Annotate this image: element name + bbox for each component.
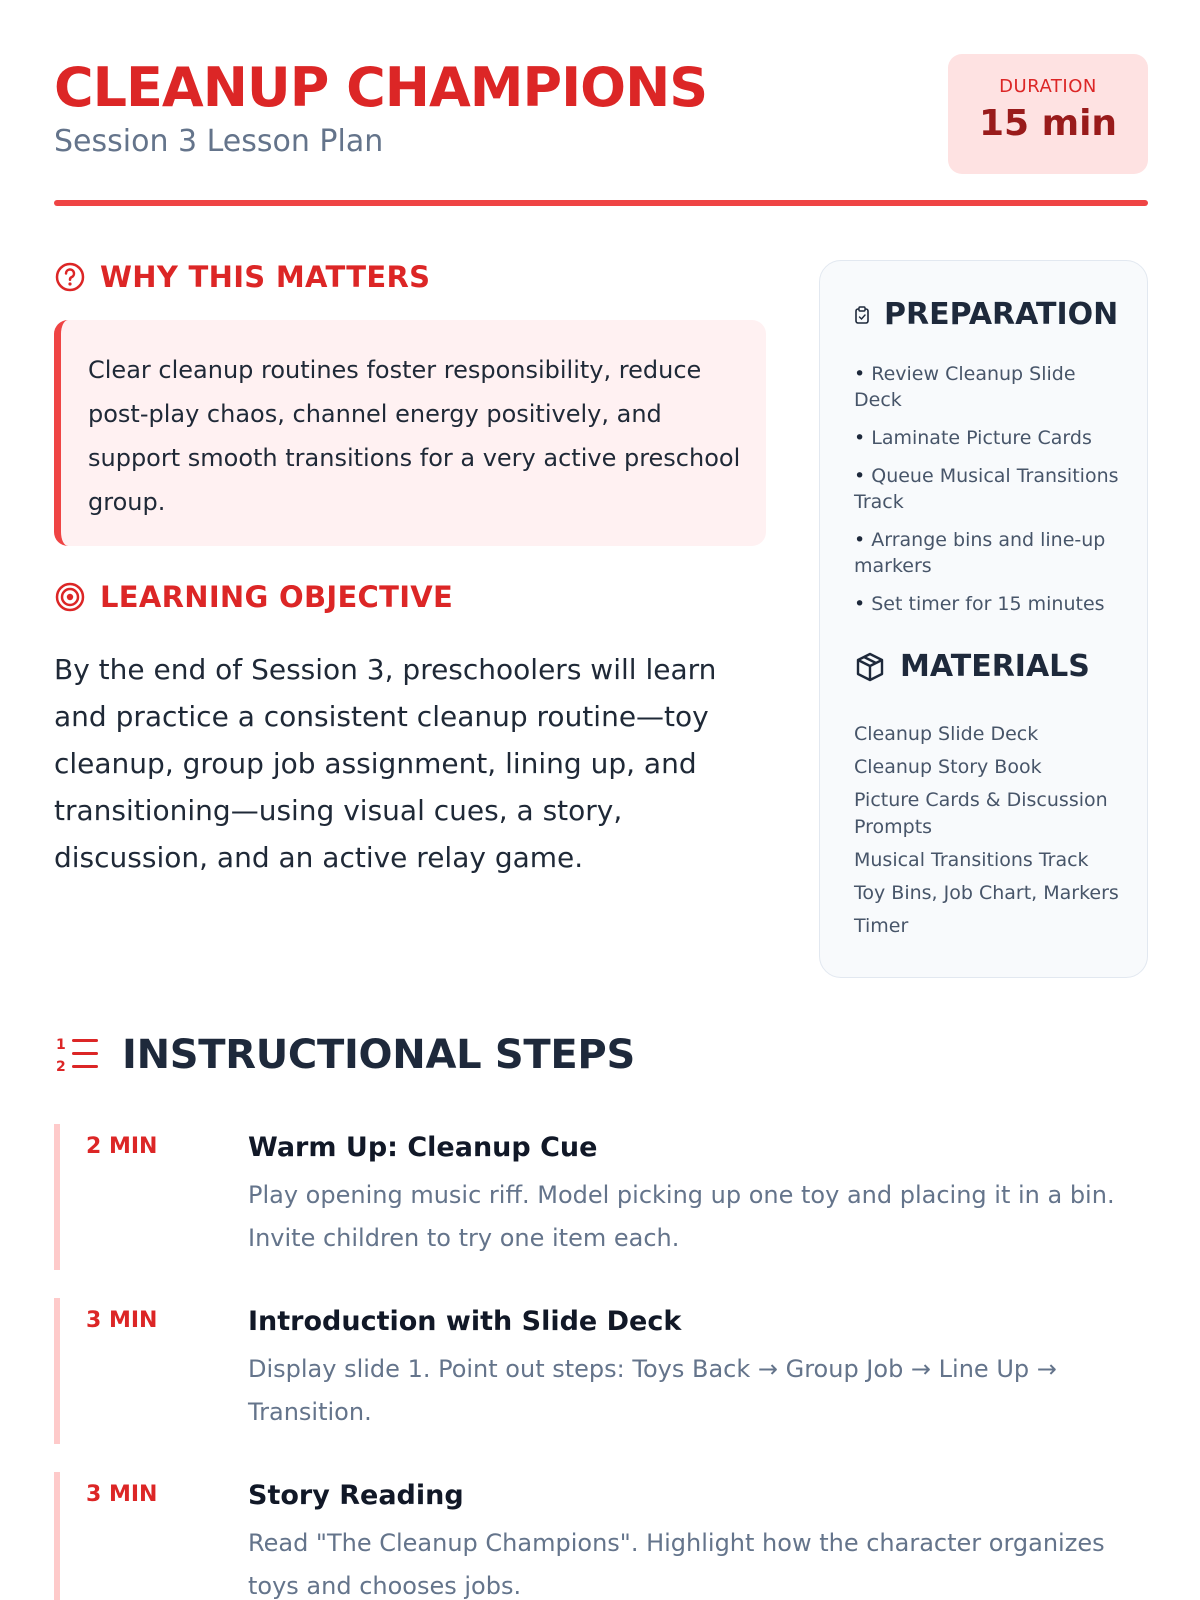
- step-title: Introduction with Slide Deck: [248, 1306, 682, 1337]
- preparation-heading-label: PREPARATION: [884, 297, 1119, 332]
- target-icon: [54, 581, 86, 613]
- materials-list: [854, 721, 1124, 946]
- steps-heading: [54, 1032, 635, 1078]
- sidebar-card: [819, 260, 1148, 978]
- preparation-list: [854, 361, 1124, 629]
- list-item: • Laminate Picture Cards: [854, 427, 1092, 449]
- step-description: Read "The Cleanup Champions". Highlight how the character organizes toys and chooses jobs.: [248, 1529, 1105, 1600]
- objective-text: By the end of Session 3, preschoolers will learn and practice a consistent cleanup routine—toy cleanup, group job assignment, lining up, and transitioning—using visual cues, a story, discussion, and an active relay game.: [54, 653, 717, 874]
- list-item: Timer: [854, 915, 909, 937]
- numbered-list-icon: [54, 1033, 102, 1077]
- duration-label: DURATION: [999, 76, 1097, 97]
- step-item: [54, 1472, 1148, 1600]
- step-title: Warm Up: Cleanup Cue: [248, 1132, 598, 1163]
- list-item: • Arrange bins and line-up markers: [854, 529, 1106, 577]
- why-heading-label: WHY THIS MATTERS: [100, 260, 431, 294]
- steps-heading-label: INSTRUCTIONAL STEPS: [122, 1032, 635, 1078]
- lesson-plan-page: [54, 0, 1148, 1600]
- list-item: Toy Bins, Job Chart, Markers: [854, 882, 1119, 904]
- svg-text:2: 2: [56, 1059, 66, 1075]
- question-circle-icon: [54, 261, 86, 293]
- page-title: CLEANUP CHAMPIONS: [54, 56, 708, 119]
- step-description: Play opening music riff. Model picking up one toy and placing it in a bin. Invite children to try one item each.: [248, 1181, 1115, 1252]
- why-heading: [54, 260, 430, 294]
- list-item: • Queue Musical Transitions Track: [854, 465, 1119, 513]
- objective-heading: [54, 580, 453, 614]
- materials-heading-label: MATERIALS: [900, 649, 1090, 684]
- preparation-heading: [854, 297, 1118, 332]
- step-item: [54, 1124, 1148, 1270]
- list-item: Musical Transitions Track: [854, 849, 1089, 871]
- objective-heading-label: LEARNING OBJECTIVE: [100, 580, 454, 614]
- list-item: Picture Cards & Discussion Prompts: [854, 789, 1108, 838]
- materials-heading: [854, 649, 1090, 684]
- box-icon: [854, 651, 886, 683]
- step-description: Display slide 1. Point out steps: Toys Back → Group Job → Line Up → Transition.: [248, 1355, 1057, 1426]
- step-duration: 2 MIN: [86, 1134, 158, 1159]
- why-callout: [54, 320, 766, 546]
- page-subtitle: Session 3 Lesson Plan: [54, 124, 384, 159]
- clipboard-icon: [854, 306, 870, 324]
- header: [54, 52, 1148, 206]
- list-item: Cleanup Slide Deck: [854, 723, 1039, 745]
- step-item: [54, 1298, 1148, 1444]
- list-item: • Review Cleanup Slide Deck: [854, 363, 1076, 411]
- duration-badge: [948, 54, 1148, 174]
- step-duration: 3 MIN: [86, 1482, 158, 1507]
- list-item: • Set timer for 15 minutes: [854, 593, 1105, 615]
- step-title: Story Reading: [248, 1480, 464, 1511]
- header-divider: [54, 200, 1148, 206]
- svg-text:1: 1: [56, 1037, 66, 1053]
- duration-value: 15 min: [978, 103, 1118, 144]
- why-text: Clear cleanup routines foster responsibility, reduce post-play chaos, channel energy positively, and support smooth transitions for a very active preschool group.: [88, 356, 741, 516]
- step-duration: 3 MIN: [86, 1308, 158, 1333]
- list-item: Cleanup Story Book: [854, 756, 1042, 778]
